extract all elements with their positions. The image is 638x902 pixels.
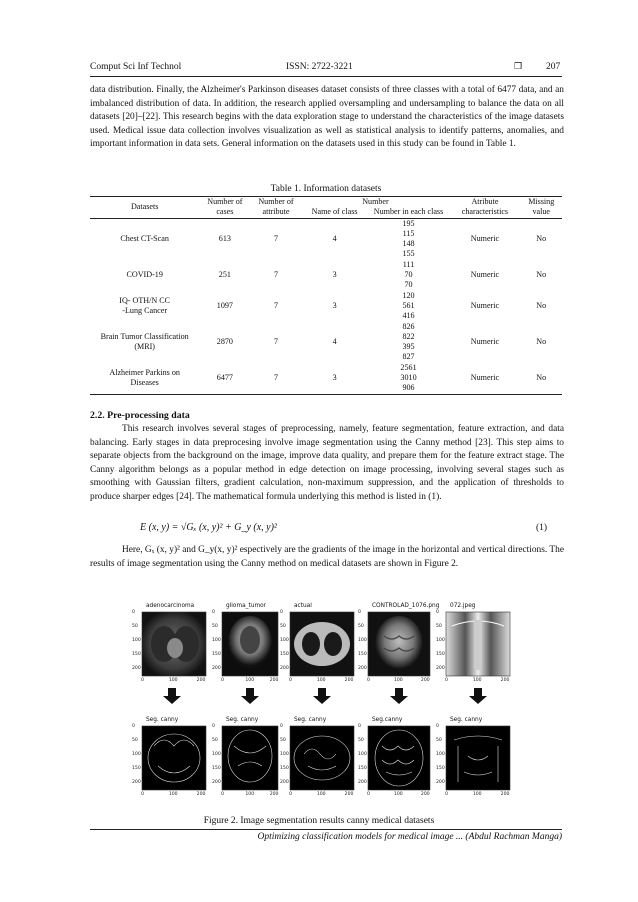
- x-tick-label: 200: [420, 678, 430, 683]
- image-title: adenocarcinoma: [146, 603, 195, 609]
- section-heading: 2.2. Pre-processing data: [90, 410, 190, 421]
- y-tick-label: 200: [280, 666, 289, 671]
- intro-paragraph: data distribution. Finally, the Alzheimer's Parkinson diseases dataset consists of three classes with a total of 6477 data, and an imbalanced distribution of data. In addition, the research applied oversampling and undersampling to balance the data on all datasets [20]–[22]. This research begins with the data exploration stage to understand the characteristics of the image datasets used. Medical issue data collection involves visualization as well as statistical analysis to identify patterns, anomalies, and important information in data sets. General information on the datasets used in this study can be found in Table 1.: [90, 85, 564, 150]
- y-tick-label: 200: [212, 780, 221, 785]
- y-tick-label: 0: [280, 724, 283, 729]
- after-equation-paragraph: Here, Gₓ (x, y)² and G_y(x, y)² espectively are the gradients of the image in the horizontal and vertical directions. The results of image segmentation using the Canny method on medical datasets are shown in Figure 2.: [90, 545, 564, 569]
- cell-attribute: 7: [273, 234, 278, 244]
- x-tick-label: 0: [445, 678, 448, 683]
- y-tick-label: 150: [358, 766, 367, 771]
- cell-missing: No: [536, 234, 547, 244]
- y-tick-label: 50: [280, 738, 286, 743]
- footer-text: Optimizing classification models for medical image ... (Abdul Rachman Manga): [257, 832, 562, 842]
- y-tick-label: 150: [358, 652, 367, 657]
- x-tick-label: 100: [316, 792, 326, 797]
- col-attribute: Number of attribute: [258, 197, 294, 217]
- cell-cases: 613: [218, 234, 231, 244]
- image-actual: [290, 612, 354, 676]
- y-tick-label: 0: [358, 610, 361, 615]
- cell-class-count: 4: [332, 337, 337, 346]
- cell-attribute: 7: [273, 373, 278, 383]
- issn: ISSN: 2722-3221: [286, 62, 353, 72]
- image-title: actual: [294, 603, 312, 609]
- figure-graphics: [128, 596, 528, 816]
- table-row: [90, 291, 562, 322]
- y-tick-label: 50: [132, 624, 138, 629]
- col-each-class: Number in each class: [373, 207, 444, 217]
- cell-cases: 2870: [216, 337, 233, 346]
- figure-2: [128, 596, 528, 816]
- cell-missing: No: [536, 270, 547, 280]
- x-tick-label: 200: [269, 792, 279, 797]
- y-tick-label: 100: [132, 638, 141, 643]
- cell-each-class: 195 115 148 155: [402, 218, 415, 259]
- journal-name: Comput Sci Inf Technol: [90, 62, 182, 72]
- page-number: 207: [546, 62, 561, 72]
- x-tick-label: 0: [141, 792, 144, 797]
- cell-each-class: 2561 3010 906: [400, 362, 417, 393]
- cell-missing: No: [536, 337, 547, 346]
- cell-cases: 251: [218, 270, 231, 280]
- image-title: Seg. canny: [226, 717, 259, 723]
- y-tick-label: 200: [436, 780, 445, 785]
- y-tick-label: 50: [436, 624, 442, 629]
- x-tick-label: 0: [289, 792, 292, 797]
- y-tick-label: 50: [212, 624, 218, 629]
- image-title: CONTROLAD_1076.png: [372, 603, 440, 609]
- x-tick-label: 100: [168, 678, 178, 683]
- y-tick-label: 50: [358, 738, 364, 743]
- image-title: Seg. canny: [450, 717, 483, 723]
- image-adenocarcinoma: [142, 612, 206, 676]
- image-glioma-tumor: [222, 612, 278, 676]
- x-tick-label: 0: [221, 792, 224, 797]
- x-tick-label: 200: [196, 678, 206, 683]
- y-tick-label: 100: [280, 638, 289, 643]
- x-tick-label: 0: [367, 792, 370, 797]
- col-characteristics: Atribute characteristics: [461, 197, 509, 217]
- table-row: [90, 363, 562, 394]
- down-arrow-icons: [163, 688, 487, 704]
- col-datasets: Datasets: [130, 202, 159, 212]
- cell-class-count: 3: [332, 270, 337, 280]
- y-tick-label: 200: [436, 666, 445, 671]
- image-title: glioma_tumor: [226, 603, 267, 609]
- cell-cases: 1097: [216, 300, 233, 310]
- image-title: Seg.canny: [372, 717, 403, 723]
- x-tick-label: 200: [500, 678, 510, 683]
- cell-dataset: IQ- OTH/N CC -Lung Cancer: [119, 295, 171, 316]
- x-tick-label: 0: [141, 678, 144, 683]
- y-tick-label: 100: [358, 752, 367, 757]
- y-tick-label: 0: [280, 610, 283, 615]
- x-tick-label: 200: [344, 792, 354, 797]
- x-tick-label: 200: [500, 792, 510, 797]
- cell-attribute: 7: [273, 300, 278, 310]
- x-tick-label: 100: [472, 792, 482, 797]
- x-tick-label: 0: [289, 678, 292, 683]
- x-tick-label: 200: [344, 678, 354, 683]
- y-tick-label: 0: [436, 724, 439, 729]
- cell-class-count: 3: [332, 300, 337, 310]
- cell-dataset: Chest CT-Scan: [120, 234, 169, 244]
- x-tick-label: 100: [245, 678, 255, 683]
- y-tick-label: 200: [212, 666, 221, 671]
- equation-number: (1): [536, 523, 548, 533]
- x-tick-label: 100: [393, 792, 403, 797]
- y-tick-label: 200: [358, 666, 367, 671]
- section-paragraph: This research involves several stages of preprocessing, namely, feature segmentation, feature extraction, and data balancing. Early stages in data preprocesing involve image segmentation using the Canny method [23]. This step aims to separate objects from the background on the image, improve data quality, and prepare them for the feature extract stage. The Canny algorithm belongs as a popular method in edge detection on image processing, involving several stages such as smoothing with Gaussian filters, gradient calculation, non-maximum suppression, and the application of thresholds to produce sharper edges [24]. The mathematical formula underlying this method is listed in (1).: [90, 424, 564, 502]
- y-tick-label: 100: [280, 752, 289, 757]
- y-tick-label: 0: [212, 724, 215, 729]
- cell-attribute: 7: [273, 270, 278, 280]
- x-tick-label: 100: [245, 792, 255, 797]
- cell-class-count: 3: [332, 373, 337, 383]
- y-tick-label: 150: [132, 766, 141, 771]
- x-tick-label: 100: [168, 792, 178, 797]
- col-number-group: Number: [362, 197, 389, 206]
- header-rule: [90, 76, 562, 77]
- y-tick-label: 50: [132, 738, 138, 743]
- y-tick-label: 50: [280, 624, 286, 629]
- cell-characteristics: Numeric: [470, 337, 500, 346]
- x-tick-label: 0: [221, 678, 224, 683]
- y-tick-label: 200: [358, 780, 367, 785]
- x-tick-label: 0: [367, 678, 370, 683]
- table-row: [90, 260, 562, 291]
- cell-characteristics: Numeric: [470, 373, 500, 383]
- cell-characteristics: Numeric: [470, 234, 500, 244]
- y-tick-label: 100: [132, 752, 141, 757]
- y-tick-label: 50: [358, 624, 364, 629]
- image-controlad: [368, 612, 430, 676]
- image-title: 072.jpeg: [450, 603, 476, 609]
- x-tick-label: 100: [472, 678, 482, 683]
- y-tick-label: 50: [436, 738, 442, 743]
- x-tick-label: 200: [269, 678, 279, 683]
- x-tick-label: 100: [316, 678, 326, 683]
- canny-images: [142, 726, 510, 790]
- table-row: [90, 322, 562, 363]
- y-tick-label: 200: [132, 666, 141, 671]
- image-title: Seg. canny: [294, 717, 327, 723]
- cell-characteristics: Numeric: [470, 270, 500, 280]
- cell-class-count: 4: [332, 234, 337, 244]
- y-tick-label: 150: [280, 652, 289, 657]
- y-tick-label: 50: [212, 738, 218, 743]
- cell-characteristics: Numeric: [470, 300, 500, 310]
- y-tick-label: 150: [436, 766, 445, 771]
- y-tick-label: 0: [436, 610, 439, 615]
- equation: E (x, y) = √Gₓ (x, y)² + G_y (x, y)²: [140, 522, 277, 533]
- image-chest-xray: [446, 612, 510, 676]
- x-tick-label: 200: [420, 792, 430, 797]
- cell-missing: No: [536, 300, 547, 310]
- y-tick-label: 100: [436, 638, 445, 643]
- cell-attribute: 7: [273, 337, 278, 346]
- cell-each-class: 120 561 416: [402, 290, 415, 321]
- cell-cases: 6477: [216, 373, 233, 383]
- col-missing: Missing value: [528, 197, 555, 217]
- table-row: [90, 218, 562, 260]
- image-title: Seg. canny: [146, 717, 179, 723]
- table-body: [90, 218, 562, 394]
- info-table: [90, 196, 562, 395]
- col-class-name: Name of class: [311, 207, 358, 217]
- y-tick-label: 200: [132, 780, 141, 785]
- checkbox-icon: ❒: [514, 62, 523, 72]
- y-tick-label: 100: [436, 752, 445, 757]
- y-tick-label: 0: [132, 724, 135, 729]
- x-tick-label: 200: [196, 792, 206, 797]
- y-tick-label: 100: [212, 638, 221, 643]
- cell-each-class: 826 822 395 827: [402, 321, 415, 362]
- y-tick-label: 150: [280, 766, 289, 771]
- cell-missing: No: [536, 373, 547, 383]
- y-tick-label: 200: [280, 780, 289, 785]
- y-tick-label: 0: [358, 724, 361, 729]
- footer-rule: [90, 829, 562, 830]
- y-tick-label: 0: [132, 610, 135, 615]
- table-caption: Table 1. Information datasets: [270, 184, 382, 194]
- y-tick-label: 150: [212, 766, 221, 771]
- y-tick-label: 150: [212, 652, 221, 657]
- figure-caption: Figure 2. Image segmentation results canny medical datasets: [203, 816, 435, 826]
- y-tick-label: 100: [358, 638, 367, 643]
- cell-dataset: COVID-19: [126, 270, 163, 280]
- y-tick-label: 150: [132, 652, 141, 657]
- cell-each-class: 111 70 70: [402, 259, 415, 290]
- col-cases: Number of cases: [207, 197, 243, 217]
- x-tick-label: 100: [393, 678, 403, 683]
- x-tick-label: 0: [445, 792, 448, 797]
- cell-dataset: Alzheimer Parkins on Diseases: [109, 367, 180, 388]
- y-tick-label: 0: [212, 610, 215, 615]
- y-tick-label: 150: [436, 652, 445, 657]
- cell-dataset: Brain Tumor Classification (MRI): [100, 331, 189, 352]
- y-tick-label: 100: [212, 752, 221, 757]
